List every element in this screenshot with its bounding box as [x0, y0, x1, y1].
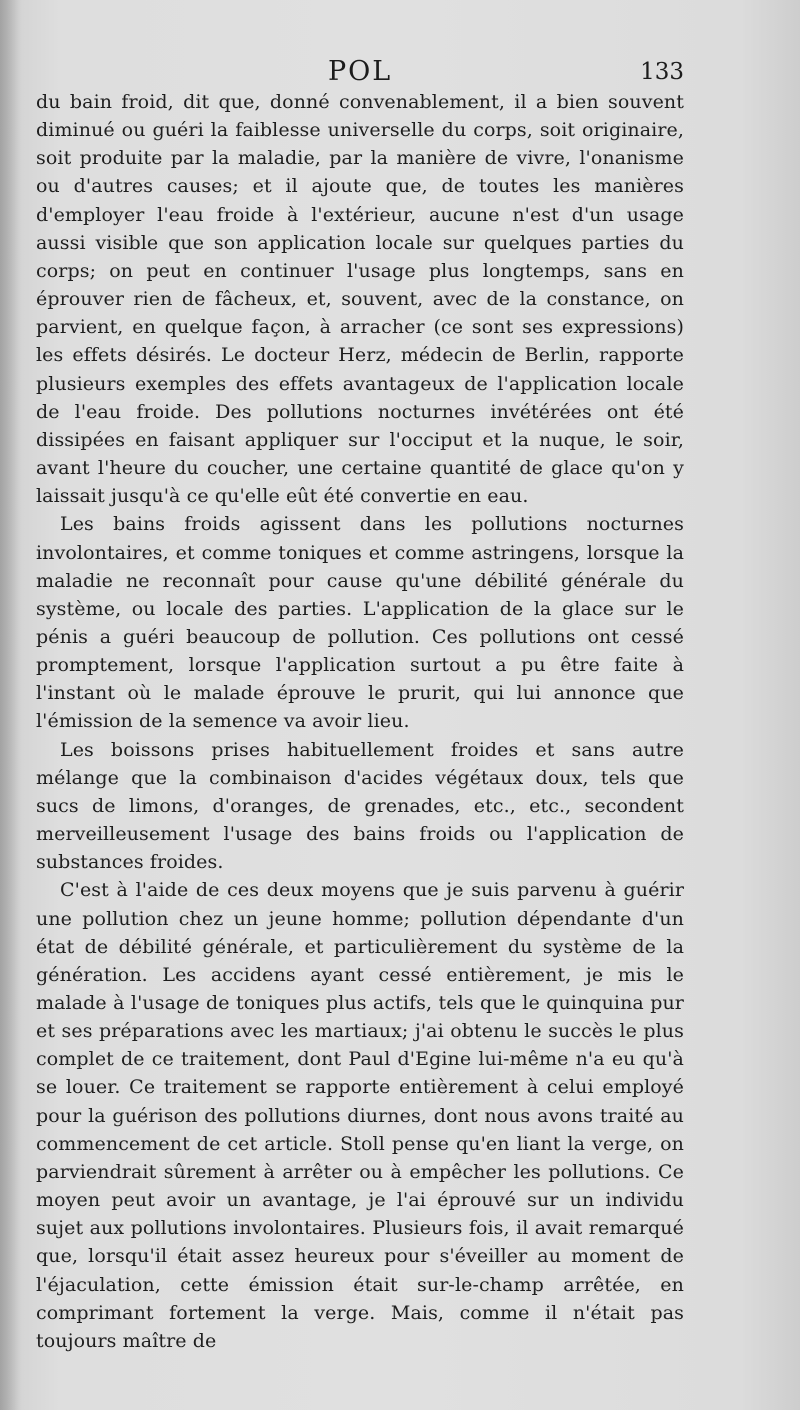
body-text	[36, 88, 684, 1355]
running-head: POL	[328, 56, 393, 87]
paragraph: du bain froid, dit que, donné convenablement, il a bien souvent diminué ou guéri la faiblesse universelle du corps, soit originaire, soit produite par la maladie, par la manière de vivre, l'onanisme ou d'autres causes; et il ajoute que, de toutes les manières d'employer l'eau froide à l'extérieur, aucune n'est d'un usage aussi visible que son application locale sur quelques parties du corps; on peut en continuer l'usage plus longtemps, sans en éprouver rien de fâcheux, et, souvent, avec de la constance, on parvient, en quelque façon, à arracher (ce sont ses expressions) les effets désirés. Le docteur Herz, médecin de Berlin, rapporte plusieurs exemples des effets avantageux de l'application locale de l'eau froide. Des pollutions nocturnes invétérées ont été dissipées en faisant appliquer sur l'occiput et la nuque, le soir, avant l'heure du coucher, une certaine quantité de glace qu'on y laissait jusqu'à ce qu'elle eût été convertie en eau.	[36, 91, 684, 508]
paragraph: C'est à l'aide de ces deux moyens que je suis parvenu à guérir une pollution chez un jeune homme; pollution dépendante d'un état de débilité générale, et particulièrement du système de la génération. Les accidens ayant cessé entièrement, je mis le malade à l'usage de toniques plus actifs, tels que le quinquina pur et ses préparations avec les martiaux; j'ai obtenu le succès le plus complet de ce traitement, dont Paul d'Egine lui-même n'a eu qu'à se louer. Ce traitement se rapporte entièrement à celui employé pour la guérison des pollutions diurnes, dont nous avons traité au commencement de cet article. Stoll pense qu'en liant la verge, on parviendrait sûrement à arrêter ou à empêcher les pollutions. Ce moyen peut avoir un avantage, je l'ai éprouvé sur un individu sujet aux pollutions involontaires. Plusieurs fois, il avait remarqué que, lorsqu'il était assez heureux pour s'éveiller au moment de l'éjaculation, cette émission était sur-le-champ arrêtée, en comprimant fortement la verge. Mais, comme il n'était pas toujours maître de	[36, 879, 684, 1352]
paragraph: Les bains froids agissent dans les pollutions nocturnes involontaires, et comme toniques et comme astringens, lorsque la maladie ne reconnaît pour cause qu'une débilité générale du système, ou locale des parties. L'application de la glace sur le pénis a guéri beaucoup de pollution. Ces pollutions ont cessé promptement, lorsque l'application surtout a pu être faite à l'instant où le malade éprouve le prurit, qui lui annonce que l'émission de la semence va avoir lieu.	[36, 513, 684, 733]
page-header	[36, 50, 684, 90]
paragraph: Les boissons prises habituellement froides et sans autre mélange que la combinaison d'acides végétaux doux, tels que sucs de limons, d'oranges, de grenades, etc., etc., secondent merveilleusement l'usage des bains froids ou l'application de substances froides.	[36, 738, 684, 874]
page-gutter-shadow	[0, 0, 22, 1410]
page-number: 133	[640, 59, 684, 85]
